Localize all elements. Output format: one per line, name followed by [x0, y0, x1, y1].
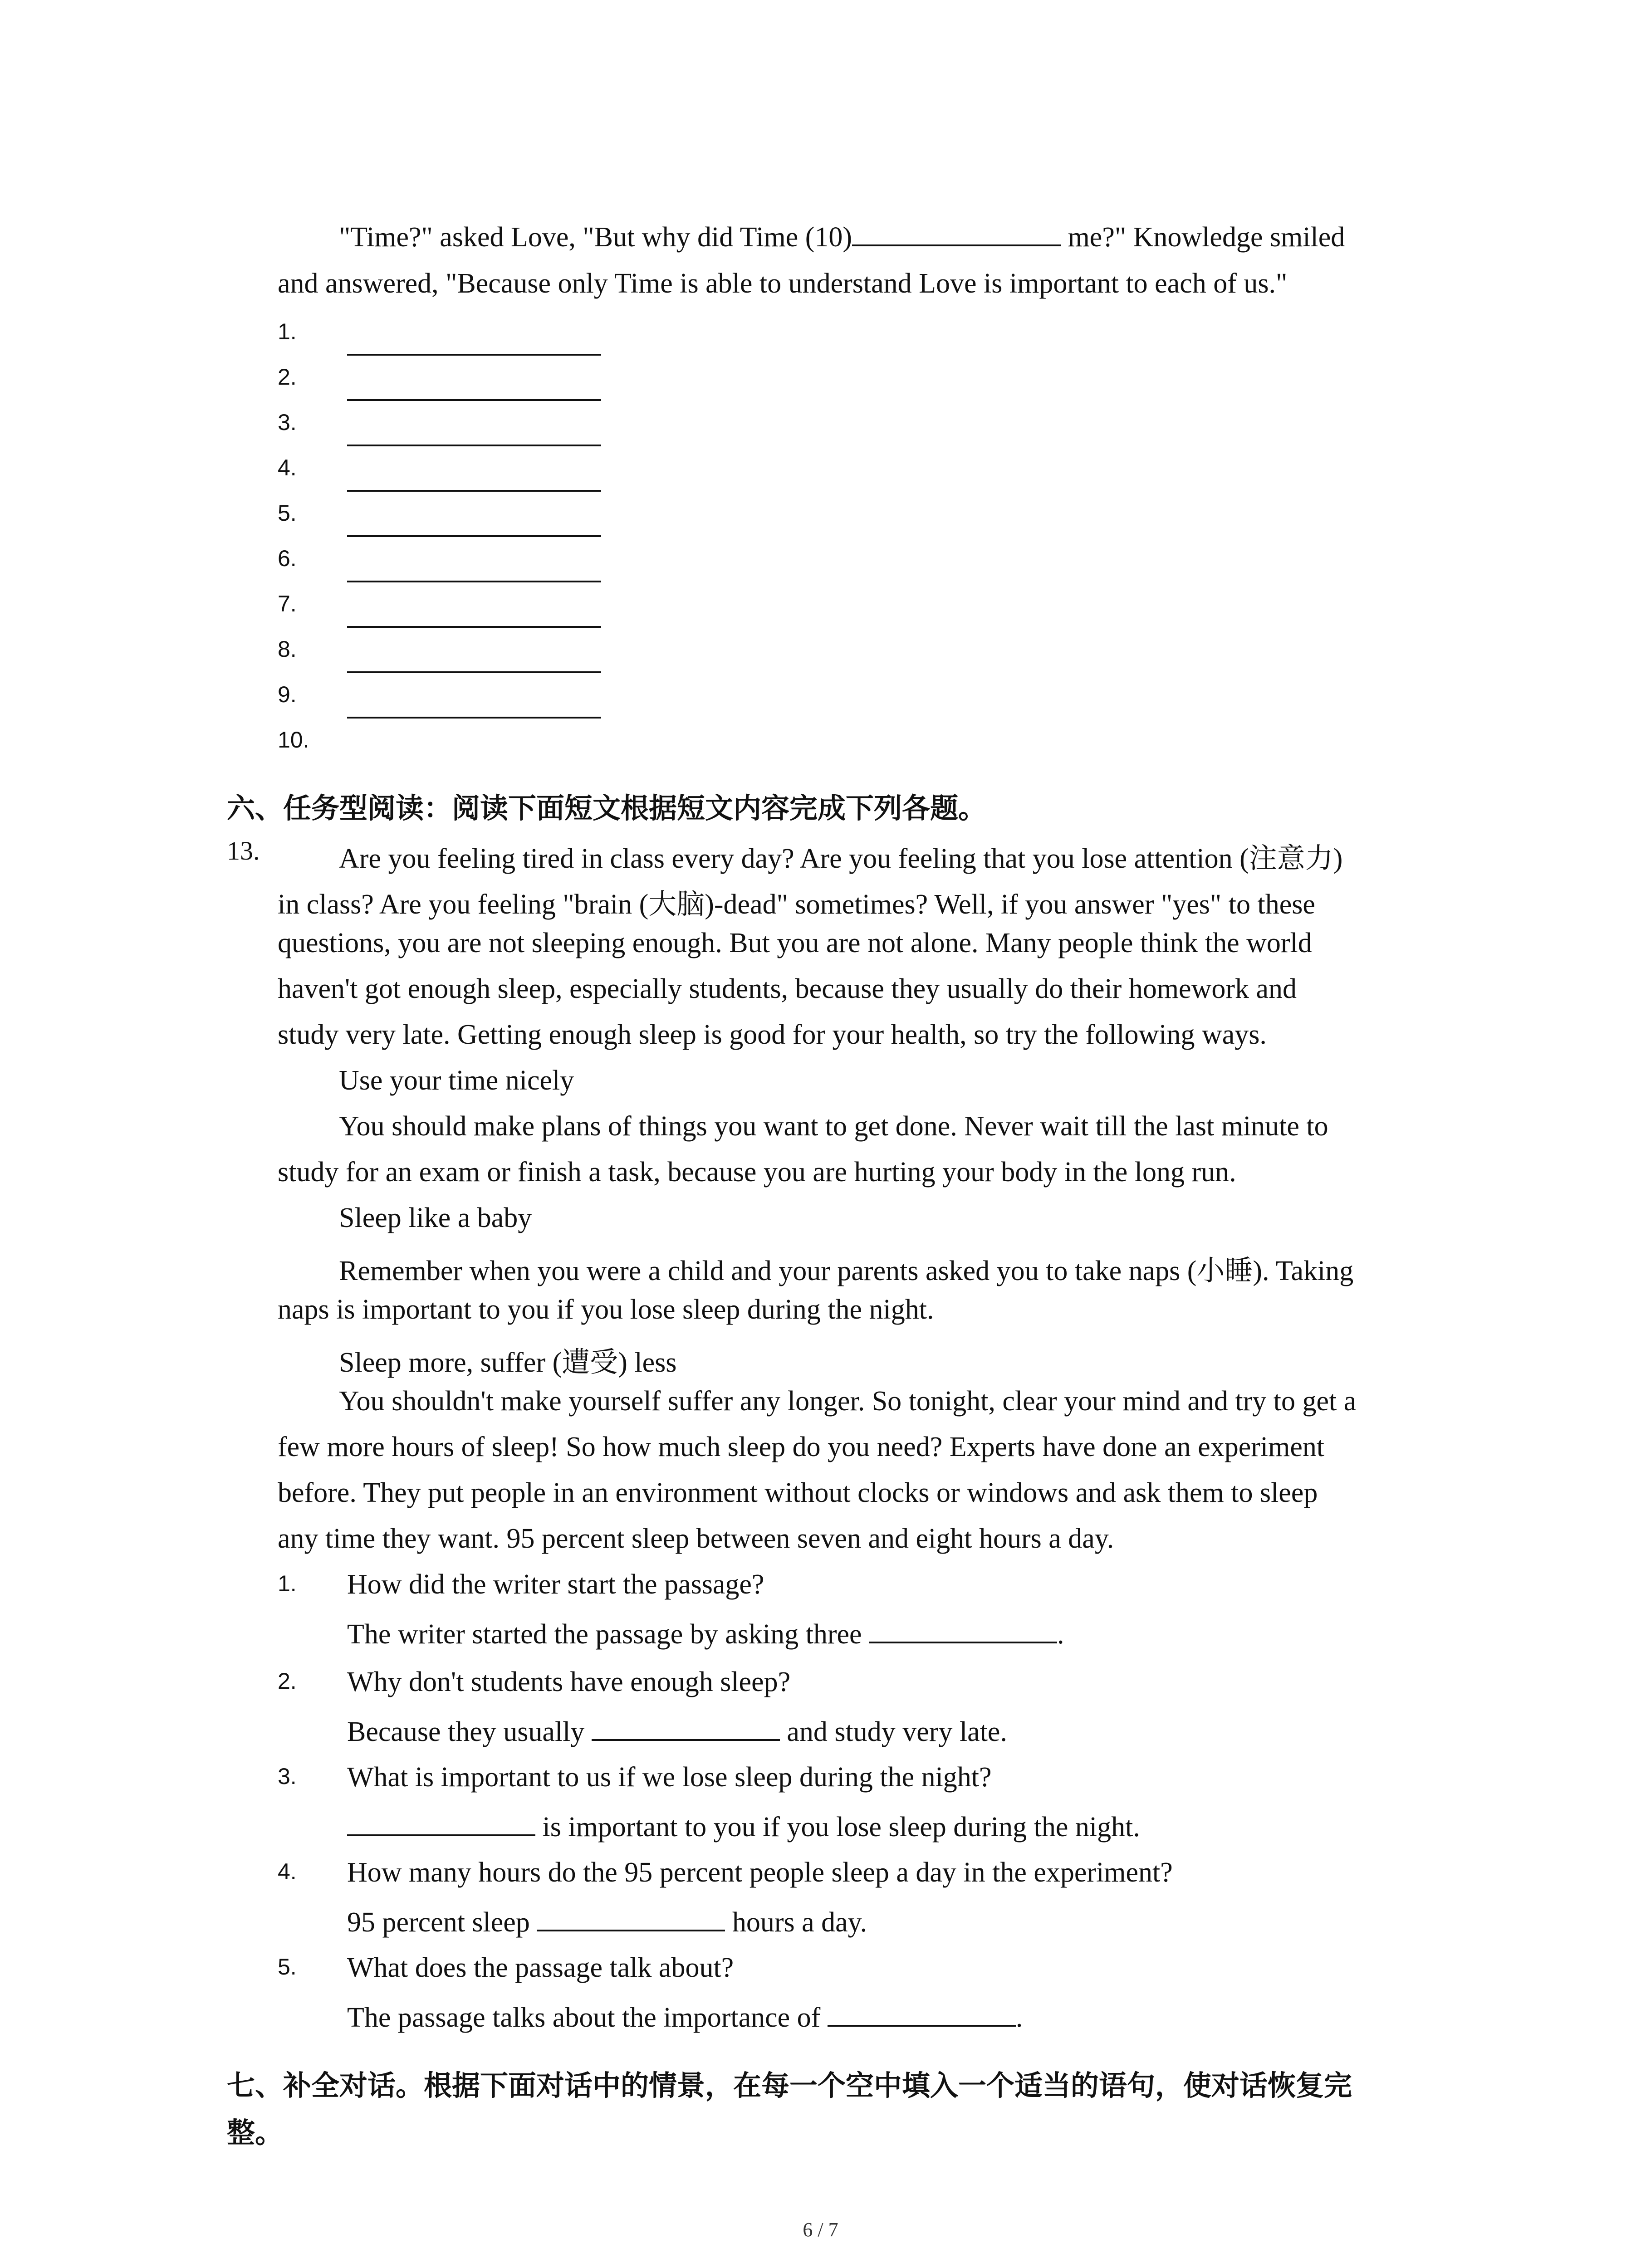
passage-line: questions, you are not sleeping enough. But you are not alone. Many people think the world — [278, 928, 1312, 958]
passage-line: study very late. Getting enough sleep is good for your health, so try the following ways. — [278, 1019, 1267, 1050]
question-number: 13. — [227, 836, 260, 865]
passage-text: me?" Knowledge smiled — [1061, 222, 1345, 253]
passage-line — [339, 221, 1345, 254]
subheading: Sleep more, suffer (遭受) less — [339, 1347, 677, 1378]
answer-sentence — [347, 1811, 1140, 1843]
passage-line: You should make plans of things you want to get done. Never wait till the last minute to — [339, 1111, 1328, 1142]
answer-number: 7. — [278, 591, 297, 616]
passage-line: Are you feeling tired in class every day? Are you feeling that you lose attention (注意力) — [339, 843, 1343, 874]
passage-line: Remember when you were a child and your parents asked you to take naps (小睡). Taking — [339, 1256, 1354, 1286]
answer-line[interactable] — [347, 399, 601, 401]
answer-number: 5. — [278, 500, 297, 526]
page-indicator: 6 / 7 — [803, 2219, 838, 2241]
passage-line: before. They put people in an environment without clocks or windows and ask them to sleep — [278, 1477, 1318, 1508]
fill-blank[interactable] — [537, 1907, 725, 1931]
answer-number: 6. — [278, 546, 297, 571]
answer-number: 4. — [278, 455, 297, 480]
answer-number: 10. — [278, 727, 309, 753]
section-heading: 七、补全对话。根据下面对话中的情景，在每一个空中填入一个适当的语句，使对话恢复完 — [227, 2069, 1352, 2102]
answer-text: . — [1015, 2002, 1023, 2033]
answer-line[interactable] — [347, 581, 601, 582]
subheading: Use your time nicely — [339, 1065, 574, 1096]
answer-number: 1. — [278, 319, 297, 344]
answer-line[interactable] — [347, 535, 601, 537]
fill-blank[interactable] — [347, 1812, 535, 1836]
passage-line: You shouldn't make yourself suffer any longer. So tonight, clear your mind and try to get a — [339, 1386, 1357, 1417]
question-text: What is important to us if we lose sleep during the night? — [347, 1762, 992, 1793]
passage-line: naps is important to you if you lose sleep during the night. — [278, 1294, 934, 1325]
fill-blank[interactable] — [869, 1619, 1057, 1643]
answer-text: hours a day. — [725, 1907, 867, 1938]
section-heading-continued: 整。 — [227, 2116, 284, 2149]
passage-line: in class? Are you feeling "brain (大脑)-dead" sometimes? Well, if you answer "yes" to these — [278, 889, 1315, 920]
answer-text: 95 percent sleep — [347, 1907, 537, 1938]
question-text: What does the passage talk about? — [347, 1952, 734, 1983]
answer-number: 2. — [278, 364, 297, 390]
passage-text: "Time?" asked Love, "But why did Time (10) — [339, 222, 852, 253]
passage-line: study for an exam or finish a task, because you are hurting your body in the long run. — [278, 1157, 1236, 1188]
subheading: Sleep like a baby — [339, 1202, 532, 1233]
answer-line[interactable] — [347, 490, 601, 492]
question-text: Why don't students have enough sleep? — [347, 1667, 791, 1697]
answer-sentence — [347, 1618, 1064, 1651]
question-number: 2. — [278, 1668, 297, 1694]
answer-number: 8. — [278, 636, 297, 662]
answer-sentence — [347, 2002, 1023, 2034]
answer-text: is important to you if you lose sleep during the night. — [535, 1812, 1140, 1843]
passage-line: and answered, "Because only Time is able to understand Love is important to each of us." — [278, 268, 1288, 299]
answer-line[interactable] — [347, 354, 601, 356]
question-number: 1. — [278, 1571, 297, 1596]
fill-blank[interactable] — [828, 2002, 1016, 2027]
question-text: How many hours do the 95 percent people sleep a day in the experiment? — [347, 1857, 1173, 1888]
answer-number: 9. — [278, 682, 297, 707]
answer-line[interactable] — [347, 717, 601, 719]
fill-blank[interactable] — [852, 222, 1061, 246]
answer-text: The passage talks about the importance of — [347, 2002, 828, 2033]
passage-line: few more hours of sleep! So how much sleep do you need? Experts have done an experiment — [278, 1432, 1325, 1462]
answer-line[interactable] — [347, 671, 601, 673]
passage-line: haven't got enough sleep, especially students, because they usually do their homework and — [278, 973, 1297, 1004]
answer-line[interactable] — [347, 626, 601, 628]
answer-sentence — [347, 1906, 867, 1939]
answer-sentence — [347, 1716, 1007, 1748]
answer-text: The writer started the passage by asking three — [347, 1619, 869, 1650]
question-number: 4. — [278, 1859, 297, 1884]
question-text: How did the writer start the passage? — [347, 1569, 764, 1600]
answer-number: 3. — [278, 410, 297, 435]
answer-text: . — [1057, 1619, 1064, 1650]
section-heading: 六、任务型阅读：阅读下面短文根据短文内容完成下列各题。 — [227, 792, 987, 825]
question-number: 5. — [278, 1954, 297, 1980]
question-number: 3. — [278, 1764, 297, 1789]
answer-line[interactable] — [347, 445, 601, 446]
answer-text: Because they usually — [347, 1716, 592, 1747]
passage-line: any time they want. 95 percent sleep between seven and eight hours a day. — [278, 1523, 1114, 1554]
fill-blank[interactable] — [592, 1716, 780, 1741]
answer-text: and study very late. — [779, 1716, 1007, 1747]
